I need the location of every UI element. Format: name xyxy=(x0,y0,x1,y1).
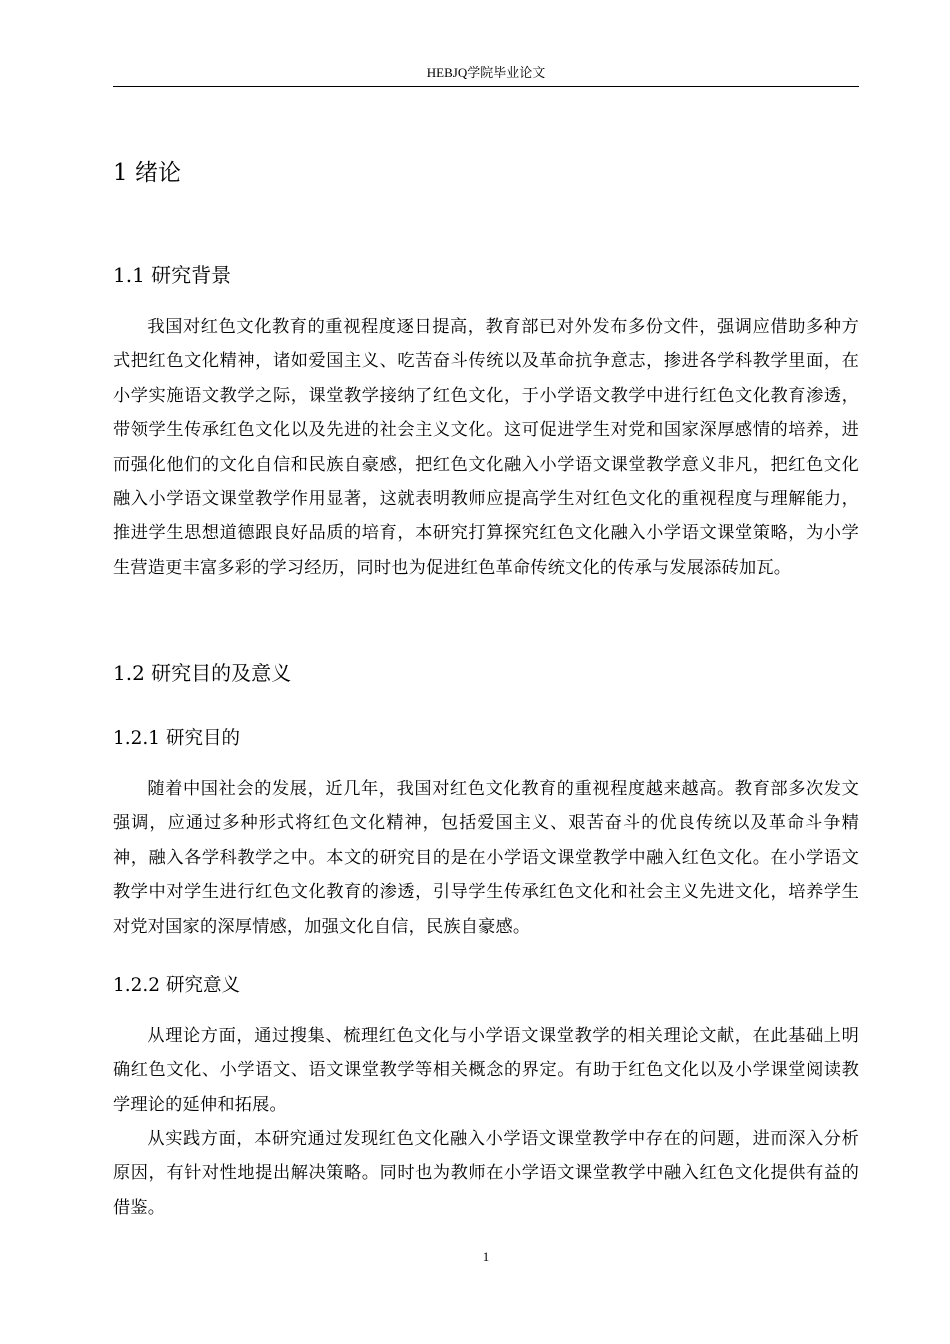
header-divider xyxy=(113,86,859,87)
section-title-1-2-1: 1.2.1 研究目的 xyxy=(113,728,240,749)
section-title-1-2-2: 1.2.2 研究意义 xyxy=(113,975,240,996)
page-number: 1 xyxy=(482,1249,490,1264)
paragraph-practical-significance: 从实践方面，本研究通过发现红色文化融入小学语文课堂教学中存在的问题，进而深入分析原因，有针对性地提出解决策略。同时也为教师在小学语文课堂教学中融入红色文化提供有益的借鉴。 xyxy=(113,1129,859,1218)
running-header: HEBJQ学院毕业论文 xyxy=(426,65,546,80)
paragraph-research-background: 我国对红色文化教育的重视程度逐日提高，教育部已对外发布多份文件，强调应借助多种方式把红色文化精神，诸如爱国主义、吃苦奋斗传统以及革命抗争意志，掺进各学科教学里面，在小学实施语文教学之际，课堂教学接纳了红色文化，于小学语文教学中进行红色文化教育渗透，带领学生传承红色文化以及先进的社会主义文化。这可促进学生对党和国家深厚感情的培养，进而强化他们的文化自信和民族自豪感，把红色文化融入小学语文课堂教学意义非凡，把红色文化融入小学语文课堂教学作用显著，这就表明教师应提高学生对红色文化的重视程度与理解能力，推进学生思想道德跟良好品质的培育，本研究打算探究红色文化融入小学语文课堂策略，为小学生营造更丰富多彩的学习经历，同时也为促进红色革命传统文化的传承与发展添砖加瓦。 xyxy=(113,317,859,578)
section-title-1-2: 1.2 研究目的及意义 xyxy=(113,661,292,685)
paragraph-research-purpose: 随着中国社会的发展，近几年，我国对红色文化教育的重视程度越来越高。教育部多次发文强调，应通过多种形式将红色文化精神，包括爱国主义、艰苦奋斗的优良传统以及革命斗争精神，融入各学科教学之中。本文的研究目的是在小学语文课堂教学中融入红色文化。在小学语文教学中对学生进行红色文化教育的渗透，引导学生传承红色文化和社会主义先进文化，培养学生对党对国家的深厚情感，加强文化自信，民族自豪感。 xyxy=(113,779,859,937)
section-title-1-1: 1.1 研究背景 xyxy=(113,263,232,287)
chapter-title: 1 绪论 xyxy=(113,160,181,186)
paragraph-theoretical-significance: 从理论方面，通过搜集、梳理红色文化与小学语文课堂教学的相关理论文献，在此基础上明确红色文化、小学语文、语文课堂教学等相关概念的界定。有助于红色文化以及小学课堂阅读教学理论的延伸和拓展。 xyxy=(113,1026,859,1115)
